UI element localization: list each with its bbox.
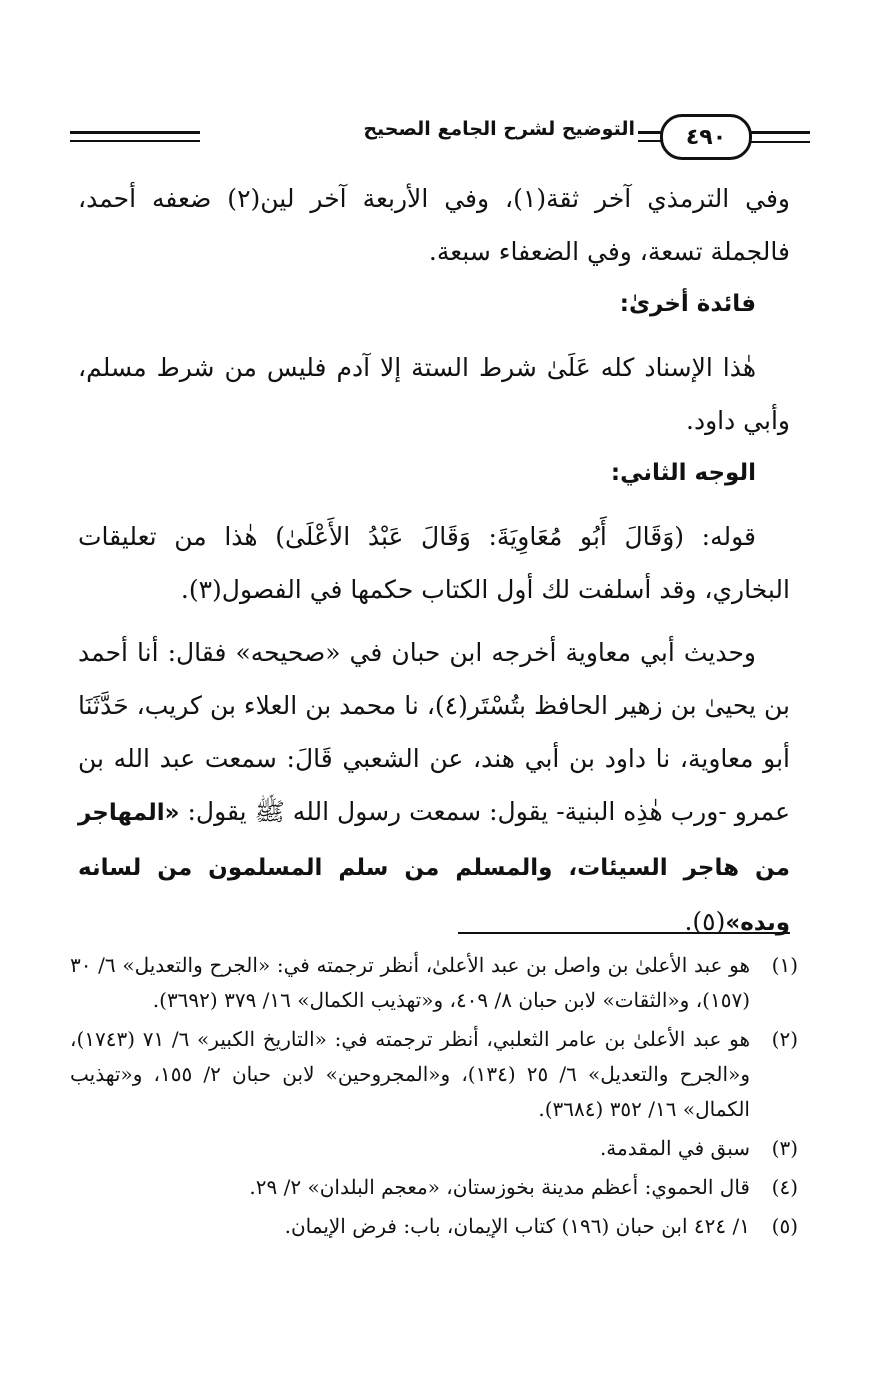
paragraph-4-text: وحديث أبي معاوية أخرجه ابن حبان في «صحيحه» فقال: أنا أحمد بن يحيىٰ بن زهير الحافظ بتُسْتَر(٤)، نا محمد بن العلاء بن كريب، حَدَّثَنَا أبو معاوية، نا داود بن أبي هند، عن الشعبي قَالَ: سمعت عبد الله بن عمرو -ورب هٰذِه البنية- يقول: سمعت رسول الله ﷺ يقول: (78, 638, 790, 826)
footnote-text: هو عبد الأعلىٰ بن واصل بن عبد الأعلىٰ، أنظر ترجمته في: «الجرح والتعديل» ٦/ ٣٠ (١٥٧)، و«الثقات» لابن حبان ٨/ ٤٠٩، و«تهذيب الكمال» ١٦/ ٣٧٩ (٣٦٩٢). (70, 953, 750, 1012)
paragraph-4 (78, 626, 790, 950)
paragraph-2: هٰذا الإسناد كله عَلَىٰ شرط الستة إلا آدم فليس من شرط مسلم، وأبي داود. (78, 353, 790, 435)
footnote-number: (٢) (771, 1027, 798, 1051)
footnotes (70, 948, 798, 1248)
footnote-text: قال الحموي: أعظم مدينة بخوزستان، «معجم البلدان» ٢/ ٢٩. (249, 1175, 750, 1199)
footnote-number: (٥) (771, 1214, 798, 1238)
page-number-badge (660, 114, 752, 160)
page-number: ٤٩٠ (685, 124, 727, 150)
footnote-1 (70, 948, 798, 1018)
paragraph-4-end: (٥). (684, 907, 726, 936)
footnote-5 (70, 1209, 798, 1244)
footnote-separator (458, 932, 790, 934)
footnote-text: سبق في المقدمة. (599, 1136, 750, 1160)
header-rule-right (750, 131, 810, 143)
book-title: التوضيح لشرح الجامع الصحيح (363, 118, 635, 140)
hadith-quote: «المهاجر من هاجر السيئات، والمسلم من سلم المسلمون من لسانه ويده» (78, 800, 790, 936)
page-header (70, 112, 810, 162)
paragraph-1: وفي الترمذي آخر ثقة(١)، وفي الأربعة آخر لين(٢) ضعفه أحمد، فالجملة تسعة، وفي الضعفاء سبعة. (78, 184, 790, 266)
section-heading-second-aspect: الوجه الثاني: (610, 460, 756, 486)
header-rule-left (70, 131, 200, 142)
footnote-number: (١) (771, 953, 798, 977)
header-rule-mid (638, 131, 662, 142)
footnote-text: ١/ ٤٢٤ ابن حبان (١٩٦) كتاب الإيمان، باب: فرض الإيمان. (284, 1214, 750, 1238)
footnote-number: (٤) (771, 1175, 798, 1199)
main-text (78, 172, 790, 950)
footnote-text: هو عبد الأعلىٰ بن عامر الثعلبي، أنظر ترجمته في: «التاريخ الكبير» ٦/ ٧١ (١٧٤٣)، و«الجرح والتعديل» ٦/ ٢٥ (١٣٤)، و«المجروحين» لابن حبان ٢/ ١٥٥، و«تهذيب الكمال» ١٦/ ٣٥٢ (٣٦٨٤). (70, 1027, 750, 1121)
footnote-3 (70, 1131, 798, 1166)
footnote-4 (70, 1170, 798, 1205)
footnote-number: (٣) (771, 1136, 798, 1160)
footnote-2 (70, 1022, 798, 1127)
section-heading-other-benefit: فائدة أخرىٰ: (619, 291, 756, 317)
paragraph-3: قوله: (وَقَالَ أَبُو مُعَاوِيَةَ: وَقَالَ عَبْدُ الأَعْلَىٰ) هٰذا من تعليقات البخاري، وقد أسلفت لك أول الكتاب حكمها في الفصول(٣). (78, 522, 790, 604)
